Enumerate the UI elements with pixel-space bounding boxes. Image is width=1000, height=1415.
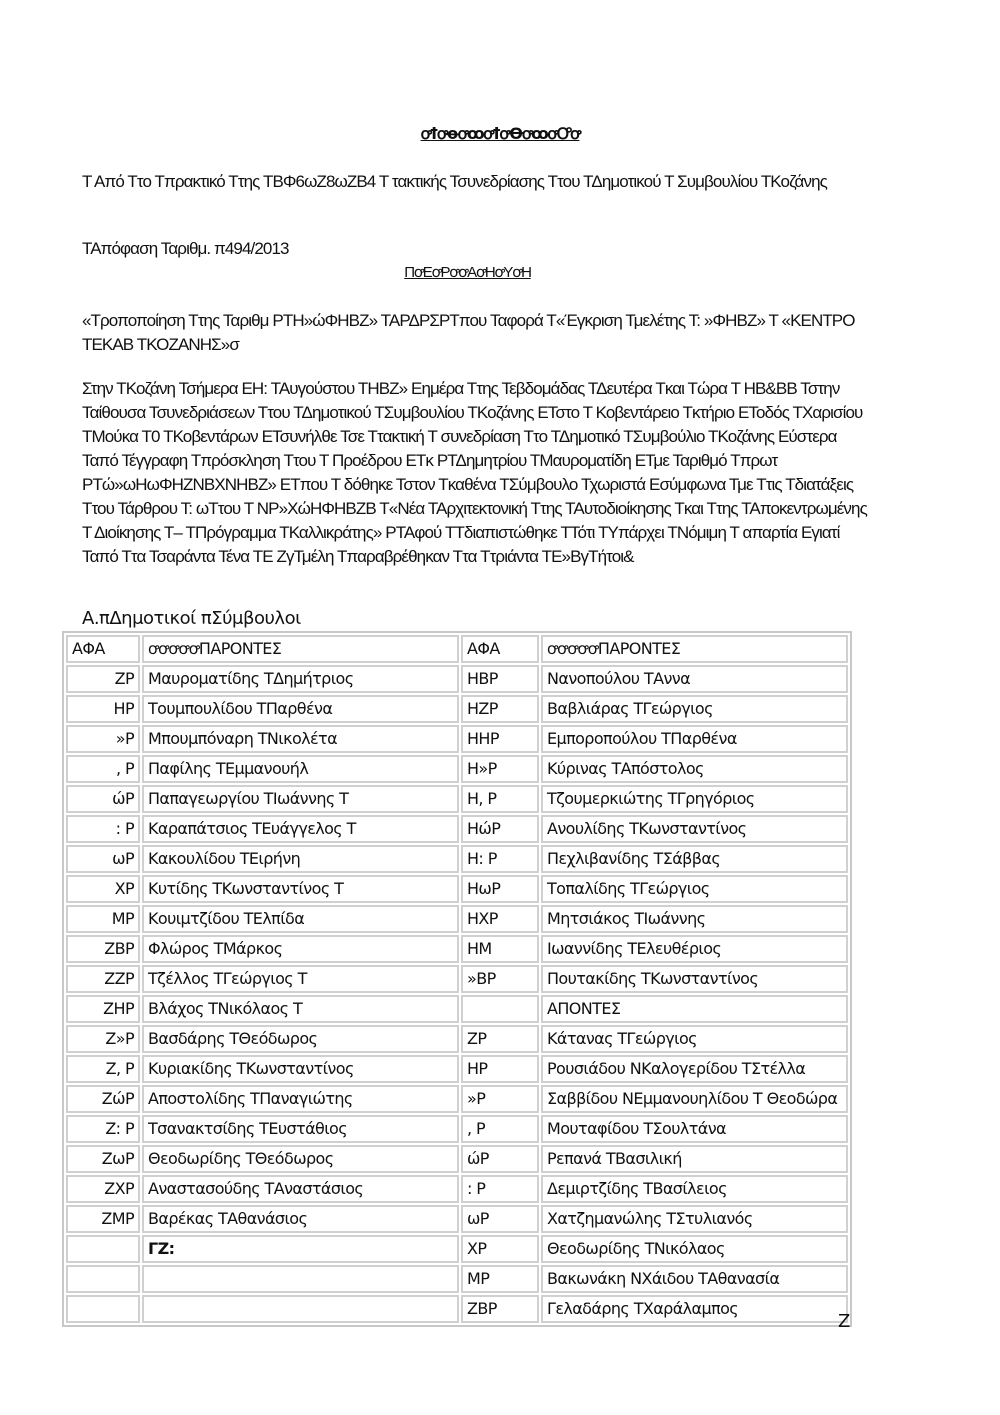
decision-number: ΤΑπόφαση Ταριθμ. π494/2013	[82, 239, 289, 258]
right-number-cell: ΗΖΡ	[461, 695, 539, 723]
subject-paragraph: «Τροποποίηση Ττης Ταριθμ ΡΤΗ»ώΦΗΒΖ» ΤΑΡΔΡΣΡΤπου Ταφορά Τ«Έγκριση Τμελέτης Τ: »ΦΗΒΖ» Τ «ΚΕΝΤΡΟ ΤΕΚΑΒ ΤΚΟΖΑΝΗΣ»σ	[82, 311, 855, 354]
left-name-cell: Τουμπουλίδου ΤΠαρθένα	[142, 695, 459, 723]
left-name-cell: Κακουλίδου ΤΕιρήνη	[142, 845, 459, 873]
table-row	[66, 1235, 848, 1263]
left-name-cell: Φλώρος ΤΜάρκος	[142, 935, 459, 963]
left-number-cell	[66, 1295, 140, 1323]
left-number-cell: Ζ»Ρ	[66, 1025, 140, 1053]
left-name-cell: Κυριακίδης ΤΚωνσταντίνος	[142, 1055, 459, 1083]
left-name-cell: Τζέλλος ΤΓεώργιος Τ	[142, 965, 459, 993]
table-row	[66, 1115, 848, 1143]
table-row	[66, 1295, 848, 1323]
right-name-cell: Τζουμερκιώτης ΤΓρηγόριος	[541, 785, 848, 813]
left-name-cell: Μπουμπόναρη ΤΝικολέτα	[142, 725, 459, 753]
right-number-cell: ΗωΡ	[461, 875, 539, 903]
left-number-cell: ΧΡ	[66, 875, 140, 903]
right-name-cell: Νανοπούλου ΤΑννα	[541, 665, 848, 693]
left-number-cell: ωΡ	[66, 845, 140, 873]
table-row	[66, 1205, 848, 1233]
table-row	[66, 1085, 848, 1113]
table-row	[66, 1175, 848, 1203]
right-name-cell: Ρεπανά ΤΒασιλική	[541, 1145, 848, 1173]
left-number-cell: ΖΧΡ	[66, 1175, 140, 1203]
table-header-row	[66, 635, 848, 663]
right-number-cell: : Ρ	[461, 1175, 539, 1203]
table-row	[66, 1055, 848, 1083]
table-row	[66, 845, 848, 873]
right-name-cell: Βακωνάκη ΝΧάιδου ΤΑθανασία	[541, 1265, 848, 1293]
left-number-cell	[66, 1265, 140, 1293]
left-number-cell: ΜΡ	[66, 905, 140, 933]
table-row	[66, 785, 848, 813]
left-number-cell: Ζ, Ρ	[66, 1055, 140, 1083]
left-number-cell: ΖΜΡ	[66, 1205, 140, 1233]
table-row	[66, 935, 848, 963]
right-number-cell: ΧΡ	[461, 1235, 539, 1263]
right-name-cell: Δεμιρτζίδης ΤΒασίλειος	[541, 1175, 848, 1203]
page-number: Z	[838, 1311, 851, 1332]
header-left-number: ΑΦΑ	[66, 635, 140, 663]
table-row	[66, 875, 848, 903]
right-number-cell: ΜΡ	[461, 1265, 539, 1293]
left-name-cell: Κουιμτζίδου ΤΕλπίδα	[142, 905, 459, 933]
left-name-cell: Βασδάρης ΤΘεόδωρος	[142, 1025, 459, 1053]
right-name-cell: Σαββίδου ΝΕμμανουηλίδου Τ Θεοδώρα	[541, 1085, 848, 1113]
table-row	[66, 815, 848, 843]
left-name-cell: Καραπάτσιος ΤΕυάγγελος Τ	[142, 815, 459, 843]
left-name-cell: Τσανακτσίδης ΤΕυστάθιος	[142, 1115, 459, 1143]
left-number-cell: »Ρ	[66, 725, 140, 753]
right-name-cell: Πουτακίδης ΤΚωνσταντίνος	[541, 965, 848, 993]
right-name-cell: ΑΠΟΝΤΕΣ	[541, 995, 848, 1023]
left-name-cell: Κυτίδης ΤΚωνσταντίνος Τ	[142, 875, 459, 903]
right-number-cell: ΖΡ	[461, 1025, 539, 1053]
right-number-cell: Η, Ρ	[461, 785, 539, 813]
right-name-cell: Μουταφίδου ΤΣουλτάνα	[541, 1115, 848, 1143]
left-number-cell: ώΡ	[66, 785, 140, 813]
right-name-cell: Ανουλίδης ΤΚωνσταντίνος	[541, 815, 848, 843]
right-number-cell: ΖΒΡ	[461, 1295, 539, 1323]
right-name-cell: Ιωαννίδης ΤΕλευθέριος	[541, 935, 848, 963]
left-number-cell: ΖΒΡ	[66, 935, 140, 963]
table-row	[66, 725, 848, 753]
right-name-cell: Πεχλιβανίδης ΤΣάββας	[541, 845, 848, 873]
left-name-cell	[142, 1265, 459, 1293]
section-caption: Α.πΔημοτικοί πΣύμβουλοι	[82, 608, 301, 629]
right-number-cell: Η»Ρ	[461, 755, 539, 783]
table-row	[66, 1265, 848, 1293]
intro-paragraph: Τ Από Ττο Τπρακτικό Ττης ΤΒΦ6ωΖ8ωΖΒ4 Τ τακτικής Τσυνεδρίασης Ττου ΤΔημοτικού Τ Συμβουλίου ΤΚοζάνης	[82, 172, 827, 191]
right-number-cell: ωΡ	[461, 1205, 539, 1233]
left-number-cell: ΖωΡ	[66, 1145, 140, 1173]
document-heading: ꝍꝉꝍꝋꝍꝏꝍꝉꝍꝊꝍꝏꝍꝌꝍ	[420, 124, 580, 143]
right-name-cell: Βαβλιάρας ΤΓεώργιος	[541, 695, 848, 723]
right-number-cell: ΗΒΡ	[461, 665, 539, 693]
right-name-cell: Κάτανας ΤΓεώργιος	[541, 1025, 848, 1053]
right-name-cell: Θεοδωρίδης ΤΝικόλαος	[541, 1235, 848, 1263]
left-name-cell: Αποστολίδης ΤΠαναγιώτης	[142, 1085, 459, 1113]
left-name-cell: ΓΖ:	[142, 1235, 459, 1263]
right-number-cell: »Ρ	[461, 1085, 539, 1113]
left-name-cell: Βαρέκας ΤΑθανάσιος	[142, 1205, 459, 1233]
right-number-cell: ώΡ	[461, 1145, 539, 1173]
right-number-cell: , Ρ	[461, 1115, 539, 1143]
right-number-cell: ΗΜ	[461, 935, 539, 963]
table-row	[66, 965, 848, 993]
left-name-cell: Παπαγεωργίου ΤΙωάννης Τ	[142, 785, 459, 813]
right-name-cell: Κύρινας ΤΑπόστολος	[541, 755, 848, 783]
header-right-present: ꝍꝍꝍꝍꝍΠΑΡΟΝΤΕΣ	[541, 635, 848, 663]
left-name-cell: Βλάχος ΤΝικόλαος Τ	[142, 995, 459, 1023]
left-name-cell: Θεοδωρίδης ΤΘεόδωρος	[142, 1145, 459, 1173]
right-name-cell: Τοπαλίδης ΤΓεώργιος	[541, 875, 848, 903]
left-number-cell: ΖΡ	[66, 665, 140, 693]
table-row	[66, 905, 848, 933]
right-number-cell	[461, 995, 539, 1023]
right-number-cell: ΗΗΡ	[461, 725, 539, 753]
council-members-table	[62, 631, 852, 1327]
header-right-number: ΑΦΑ	[461, 635, 539, 663]
table-row	[66, 755, 848, 783]
table-row	[66, 1145, 848, 1173]
decision-subheading: ΠꝍΕꝍΡꝍꝍΑꝍΗꝍΥꝍΗ	[404, 264, 531, 281]
left-name-cell: Μαυροματίδης ΤΔημήτριος	[142, 665, 459, 693]
right-number-cell: ΗώΡ	[461, 815, 539, 843]
header-left-present: ꝍꝍꝍꝍꝍΠΑΡΟΝΤΕΣ	[142, 635, 459, 663]
left-number-cell: ΖΗΡ	[66, 995, 140, 1023]
right-name-cell: Γελαδάρης ΤΧαράλαμπος	[541, 1295, 848, 1323]
right-name-cell: Εμποροπούλου ΤΠαρθένα	[541, 725, 848, 753]
right-name-cell: Χατζημανώλης ΤΣτυλιανός	[541, 1205, 848, 1233]
right-name-cell: Ρουσιάδου ΝΚαλογερίδου ΤΣτέλλα	[541, 1055, 848, 1083]
table-row	[66, 695, 848, 723]
left-name-cell: Αναστασούδης ΤΑναστάσιος	[142, 1175, 459, 1203]
left-name-cell	[142, 1295, 459, 1323]
table-row	[66, 995, 848, 1023]
left-number-cell: ΖΖΡ	[66, 965, 140, 993]
left-number-cell: , Ρ	[66, 755, 140, 783]
left-number-cell: ΗΡ	[66, 695, 140, 723]
left-number-cell: : Ρ	[66, 815, 140, 843]
left-number-cell: ΖώΡ	[66, 1085, 140, 1113]
left-number-cell	[66, 1235, 140, 1263]
left-number-cell: Ζ: Ρ	[66, 1115, 140, 1143]
right-number-cell: ΗΡ	[461, 1055, 539, 1083]
body-paragraph: Στην ΤΚοζάνη Τσήμερα ΕΗ: ΤΑυγούστου ΤΗΒΖ» Εημέρα Ττης Τεβδομάδας ΤΔευτέρα Τκαι Τώρα Τ ΗΒ&ΒΒ Τστην Ταίθουσα Τσυνεδριάσεων Ττου ΤΔημοτικού ΤΣυμβουλίου ΤΚοζάνης ΕΤστο Τ Κοβεντάρειο Τκτήριο ΕΤοδός ΤΧαρισίου ΤΜούκα Τ0 ΤΚοβεντάρων ΕΤσυνήλθε Τσε Ττακτική Τ συνεδρίαση Ττο ΤΔημοτικό ΤΣυμβούλιο ΤΚοζάνης Εύστερα Ταπό Τέγγραφη Τπρόσκληση Ττου Τ Προέδρου ΕΤκ ΡΤΔημητρίου ΤΜαυροματίδη ΕΤμε Ταριθμό Τπρωτ ΡΤώ»ωΗωΦΗΖΝΒΧΝΗΒΖ» ΕΤπου Τ δόθηκε Τστον Τκαθένα ΤΣύμβουλο Τχωριστά Εσύμφωνα Τμε Ττις Τδιατάξεις Ττου Τάρθρου Τ: ωΤτου Τ ΝΡ»ΧώΗΦΗΒΖΒ Τ«Νέα ΤΑρχιτεκτονική Ττης ΤΑυτοδιοίκησης Τκαι Ττης ΤΑποκεντρωμένης Τ Διοίκησης Τ– ΤΠρόγραμμα ΤΚαλλικράτης» ΡΤΑφού ΤΤδιαπιστώθηκε ΤΤότι ΤΥπάρχει ΤΝόμιμη Τ απαρτία Εγιατί Ταπό Ττα Τσαράντα Τένα ΤΕ ΖγΤμέλη Τπαραβρέθηκαν Ττα Ττριάντα ΤΕ»ΒγΤήτοι&	[82, 379, 867, 566]
right-number-cell: »ΒΡ	[461, 965, 539, 993]
left-name-cell: Παφίλης ΤΕμμανουήλ	[142, 755, 459, 783]
right-number-cell: ΗΧΡ	[461, 905, 539, 933]
right-number-cell: Η: Ρ	[461, 845, 539, 873]
table-row	[66, 665, 848, 693]
table-row	[66, 1025, 848, 1053]
right-name-cell: Μητσιάκος ΤΙωάννης	[541, 905, 848, 933]
